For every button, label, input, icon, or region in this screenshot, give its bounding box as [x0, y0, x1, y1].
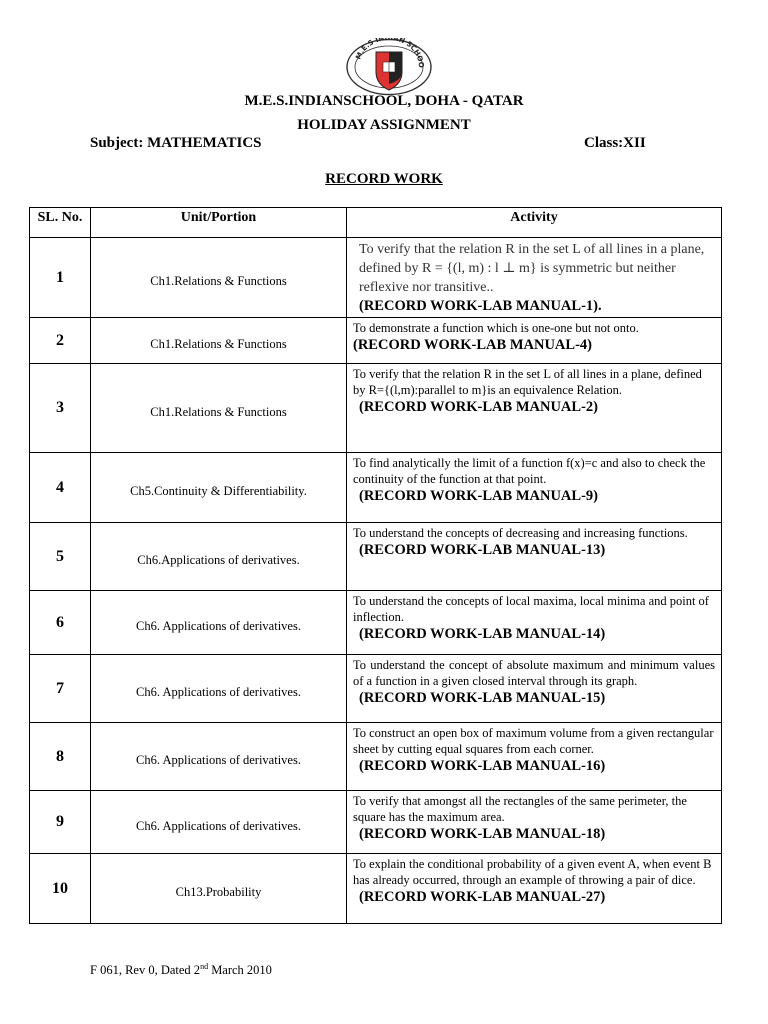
table-row	[30, 364, 722, 453]
record-reference: (RECORD WORK-LAB MANUAL-15)	[359, 690, 606, 706]
row-activity	[347, 523, 722, 591]
row-unit: Ch6. Applications of derivatives.	[91, 791, 347, 854]
school-name: M.E.S.INDIANSCHOOL, DOHA - QATAR	[244, 93, 524, 109]
column-header-sl: SL. No.	[30, 208, 91, 238]
row-unit: Ch6. Applications of derivatives.	[91, 591, 347, 655]
logo-text: M.E.S INDIAN SCHOO	[354, 38, 426, 69]
subject-label: Subject: MATHEMATICS	[90, 135, 262, 151]
row-sl: 7	[30, 655, 91, 723]
row-sl: 2	[30, 318, 91, 364]
row-sl: 6	[30, 591, 91, 655]
footer-prefix: F 061, Rev 0, Dated 2	[90, 963, 201, 978]
table-row	[30, 791, 722, 854]
school-logo	[345, 38, 433, 96]
row-activity	[347, 591, 722, 655]
record-reference: (RECORD WORK-LAB MANUAL-27)	[359, 889, 606, 905]
table-header-row	[30, 208, 722, 238]
row-unit: Ch5.Continuity & Differentiability.	[91, 453, 347, 523]
document-footer	[90, 962, 272, 978]
row-unit: Ch6.Applications of derivatives.	[91, 523, 347, 591]
row-sl: 4	[30, 453, 91, 523]
footer-superscript: nd	[200, 962, 209, 971]
record-reference: (RECORD WORK-LAB MANUAL-18)	[359, 826, 606, 842]
activity-text: To verify that the relation R in the set L of all lines in a plane, defined by R={(l,m):parallel to m}is an equivalence Relation.	[353, 367, 702, 397]
row-activity	[347, 854, 722, 924]
row-unit: Ch6. Applications of derivatives.	[91, 655, 347, 723]
table-row	[30, 238, 722, 318]
section-title: RECORD WORK	[325, 171, 443, 187]
activity-text: To understand the concepts of local maxima, local minima and point of inflection.	[353, 594, 709, 624]
row-unit: Ch1.Relations & Functions	[91, 364, 347, 453]
record-reference: (RECORD WORK-LAB MANUAL-14)	[359, 626, 606, 642]
footer-suffix: March 2010	[208, 963, 272, 978]
row-activity	[347, 453, 722, 523]
record-reference: (RECORD WORK-LAB MANUAL-4)	[353, 337, 592, 353]
column-header-activity: Activity	[347, 208, 722, 238]
record-reference: (RECORD WORK-LAB MANUAL-13)	[359, 542, 606, 558]
row-sl: 3	[30, 364, 91, 453]
table-row	[30, 591, 722, 655]
table-row	[30, 523, 722, 591]
activity-text: To construct an open box of maximum volume from a given rectangular sheet by cutting equal squares from each corner.	[353, 726, 714, 756]
activity-text: To understand the concepts of decreasing and increasing functions.	[353, 526, 688, 540]
column-header-unit: Unit/Portion	[91, 208, 347, 238]
row-activity	[347, 318, 722, 364]
activity-text: To verify that the relation R in the set L of all lines in a plane, defined by R = {(l, m) : l ⊥ m} is symmetric but neither reflexive nor transitive..	[359, 242, 705, 295]
record-reference: (RECORD WORK-LAB MANUAL-16)	[359, 758, 606, 774]
activity-text: To verify that amongst all the rectangles of the same perimeter, the square has the maximum area.	[353, 794, 687, 824]
activity-text: To find analytically the limit of a function f(x)=c and also to check the continuity of the function at that point.	[353, 456, 706, 486]
record-reference: (RECORD WORK-LAB MANUAL-2)	[359, 399, 598, 415]
row-unit: Ch6. Applications of derivatives.	[91, 723, 347, 791]
row-sl: 8	[30, 723, 91, 791]
table-row	[30, 854, 722, 924]
row-activity	[347, 655, 722, 723]
row-unit: Ch1.Relations & Functions	[91, 238, 347, 318]
activity-text: To demonstrate a function which is one-one but not onto.	[353, 321, 639, 335]
row-activity	[347, 791, 722, 854]
record-work-table	[29, 207, 722, 924]
record-reference: (RECORD WORK-LAB MANUAL-1).	[359, 298, 602, 314]
row-activity	[347, 238, 722, 318]
activity-text: To explain the conditional probability of a given event A, when event B has already occurred, through an example of throwing a pair of dice.	[353, 857, 712, 887]
row-sl: 9	[30, 791, 91, 854]
row-sl: 1	[30, 238, 91, 318]
row-sl: 5	[30, 523, 91, 591]
row-activity	[347, 723, 722, 791]
table-row	[30, 723, 722, 791]
activity-text: To understand the concept of absolute maximum and minimum values of a function in a given closed interval through its graph.	[353, 658, 715, 688]
record-reference: (RECORD WORK-LAB MANUAL-9)	[359, 488, 598, 504]
row-activity	[347, 364, 722, 453]
class-label: Class:XII	[584, 135, 646, 151]
row-unit: Ch1.Relations & Functions	[91, 318, 347, 364]
row-unit: Ch13.Probability	[91, 854, 347, 924]
assignment-title: HOLIDAY ASSIGNMENT	[297, 117, 471, 133]
table-row	[30, 655, 722, 723]
row-sl: 10	[30, 854, 91, 924]
table-row	[30, 318, 722, 364]
table-row	[30, 453, 722, 523]
